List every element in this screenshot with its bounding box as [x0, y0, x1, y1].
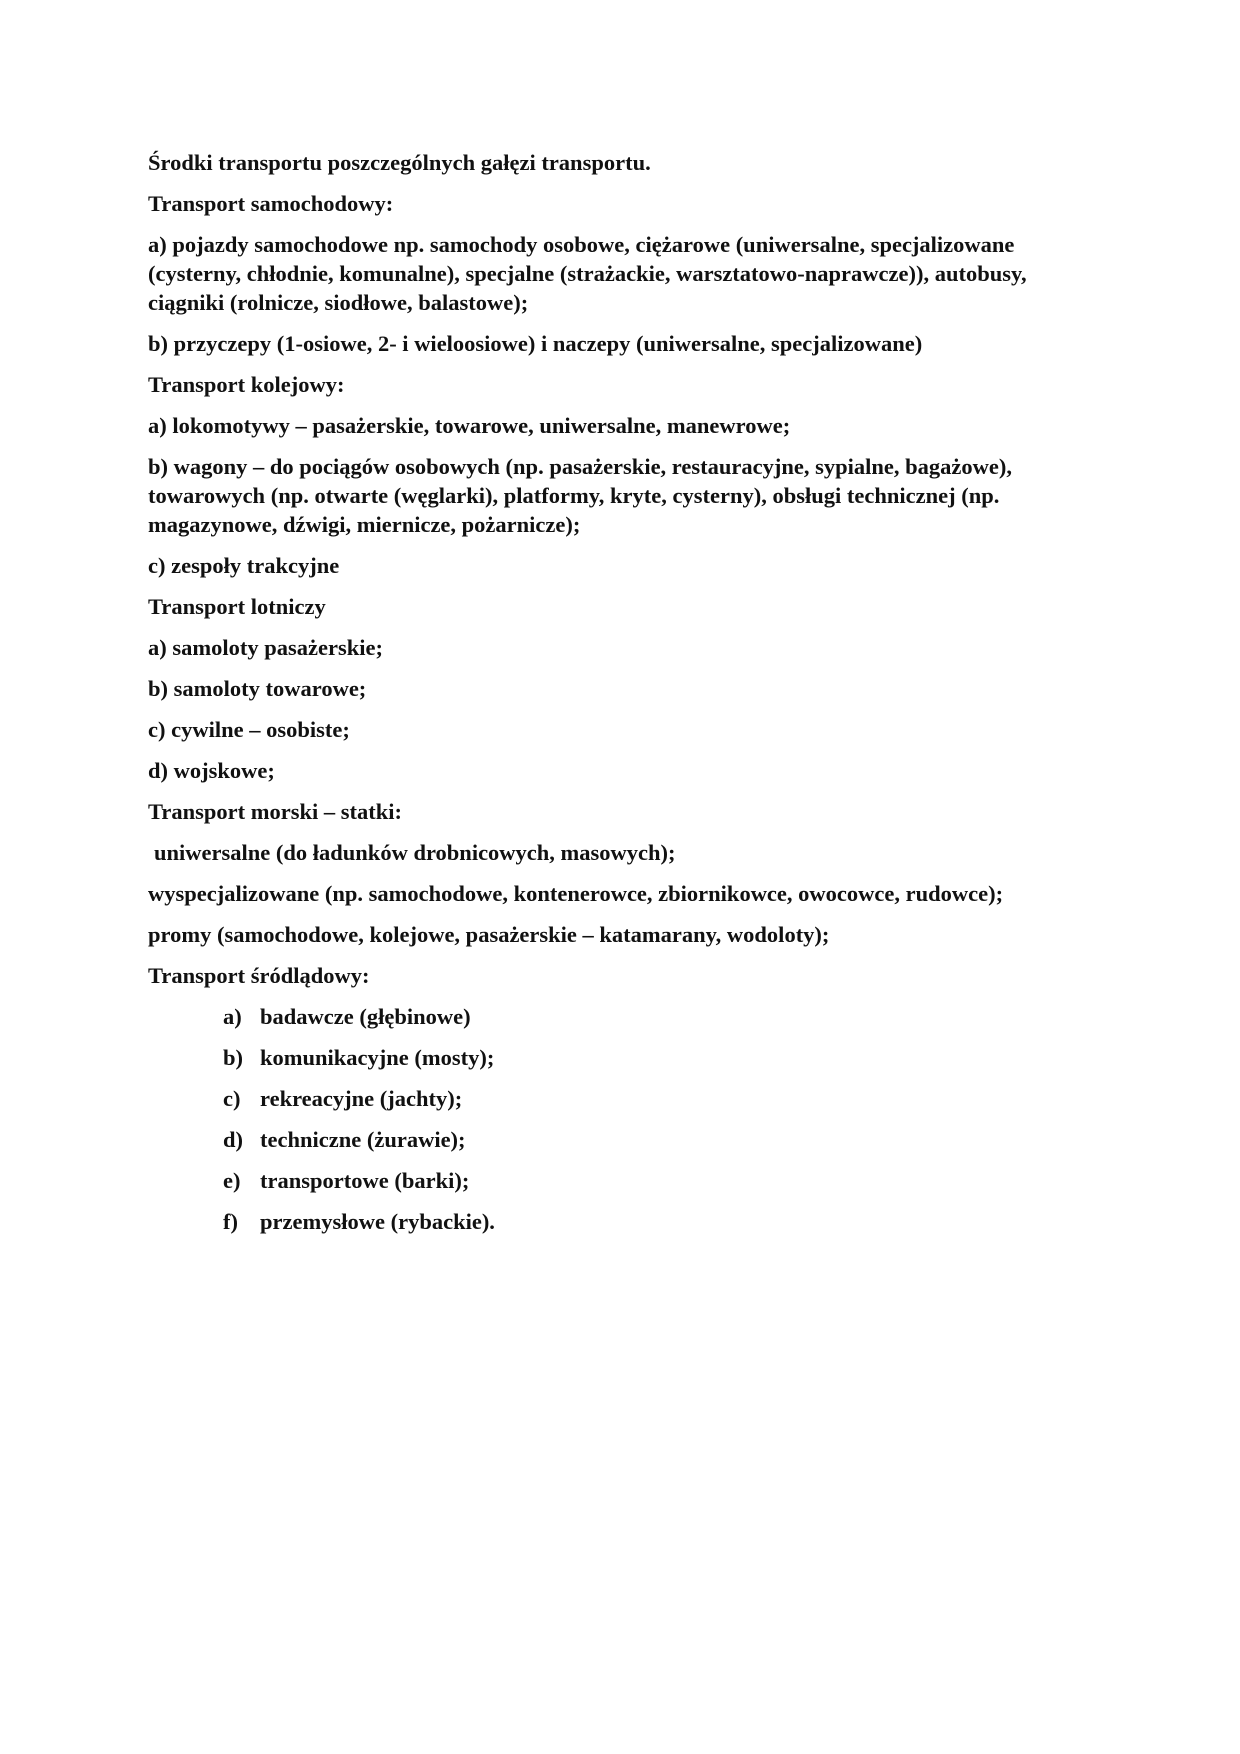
paragraph: uniwersalne (do ładunków drobnicowych, masowych); — [154, 840, 676, 865]
section-heading-rail: Transport kolejowy: — [148, 372, 345, 397]
list-item-text: transportowe (barki); — [260, 1168, 470, 1193]
list-item-text: rekreacyjne (jachty); — [260, 1086, 463, 1111]
list-marker: a) — [223, 1004, 242, 1029]
list-item-text: komunikacyjne (mosty); — [260, 1045, 495, 1070]
list-marker: c) — [223, 1086, 241, 1111]
list-marker: e) — [223, 1168, 241, 1193]
paragraph: b) przyczepy (1-osiowe, 2- i wieloosiowe) i naczepy (uniwersalne, specjalizowane) — [148, 331, 923, 356]
paragraph: d) wojskowe; — [148, 758, 275, 783]
list-item — [223, 1084, 1068, 1113]
document-title: Środki transportu poszczególnych gałęzi transportu. — [148, 150, 651, 175]
list-item — [223, 1043, 1068, 1072]
paragraph: a) pojazdy samochodowe np. samochody osobowe, ciężarowe (uniwersalne, specjalizowane (cysterny, chłodnie, komunalne), specjalne (strażackie, warsztatowo-naprawcze)), autobusy, ciągniki (rolnicze, siodłowe, balastowe); — [148, 232, 1027, 315]
list-item — [223, 1125, 1068, 1154]
list-item — [223, 1166, 1068, 1195]
list-item-text: badawcze (głębinowe) — [260, 1004, 471, 1029]
list-marker: b) — [223, 1045, 244, 1070]
paragraph: a) lokomotywy – pasażerskie, towarowe, uniwersalne, manewrowe; — [148, 413, 791, 438]
paragraph: b) samoloty towarowe; — [148, 676, 367, 701]
paragraph: c) zespoły trakcyjne — [148, 553, 340, 578]
document-body — [148, 148, 1068, 1248]
list-marker: d) — [223, 1127, 244, 1152]
section-heading-air: Transport lotniczy — [148, 594, 326, 619]
paragraph: b) wagony – do pociągów osobowych (np. pasażerskie, restauracyjne, sypialne, bagażowe), towarowych (np. otwarte (węglarki), platformy, kryte, cysterny), obsługi technicznej (np. magazynowe, dźwigi, miernicze, pożarnicze); — [148, 454, 1012, 537]
list-marker: f) — [223, 1209, 238, 1234]
list-item — [223, 1002, 1068, 1031]
paragraph: promy (samochodowe, kolejowe, pasażerskie – katamarany, wodoloty); — [148, 922, 830, 947]
section-heading-sea: Transport morski – statki: — [148, 799, 402, 824]
paragraph: a) samoloty pasażerskie; — [148, 635, 383, 660]
list-item-text: techniczne (żurawie); — [260, 1127, 466, 1152]
inland-list — [148, 1002, 1068, 1236]
section-heading-road: Transport samochodowy: — [148, 191, 394, 216]
section-heading-inland: Transport śródlądowy: — [148, 963, 370, 988]
list-item-text: przemysłowe (rybackie). — [260, 1209, 495, 1234]
paragraph: c) cywilne – osobiste; — [148, 717, 350, 742]
paragraph: wyspecjalizowane (np. samochodowe, kontenerowce, zbiornikowce, owocowce, rudowce); — [148, 881, 1004, 906]
list-item — [223, 1207, 1068, 1236]
